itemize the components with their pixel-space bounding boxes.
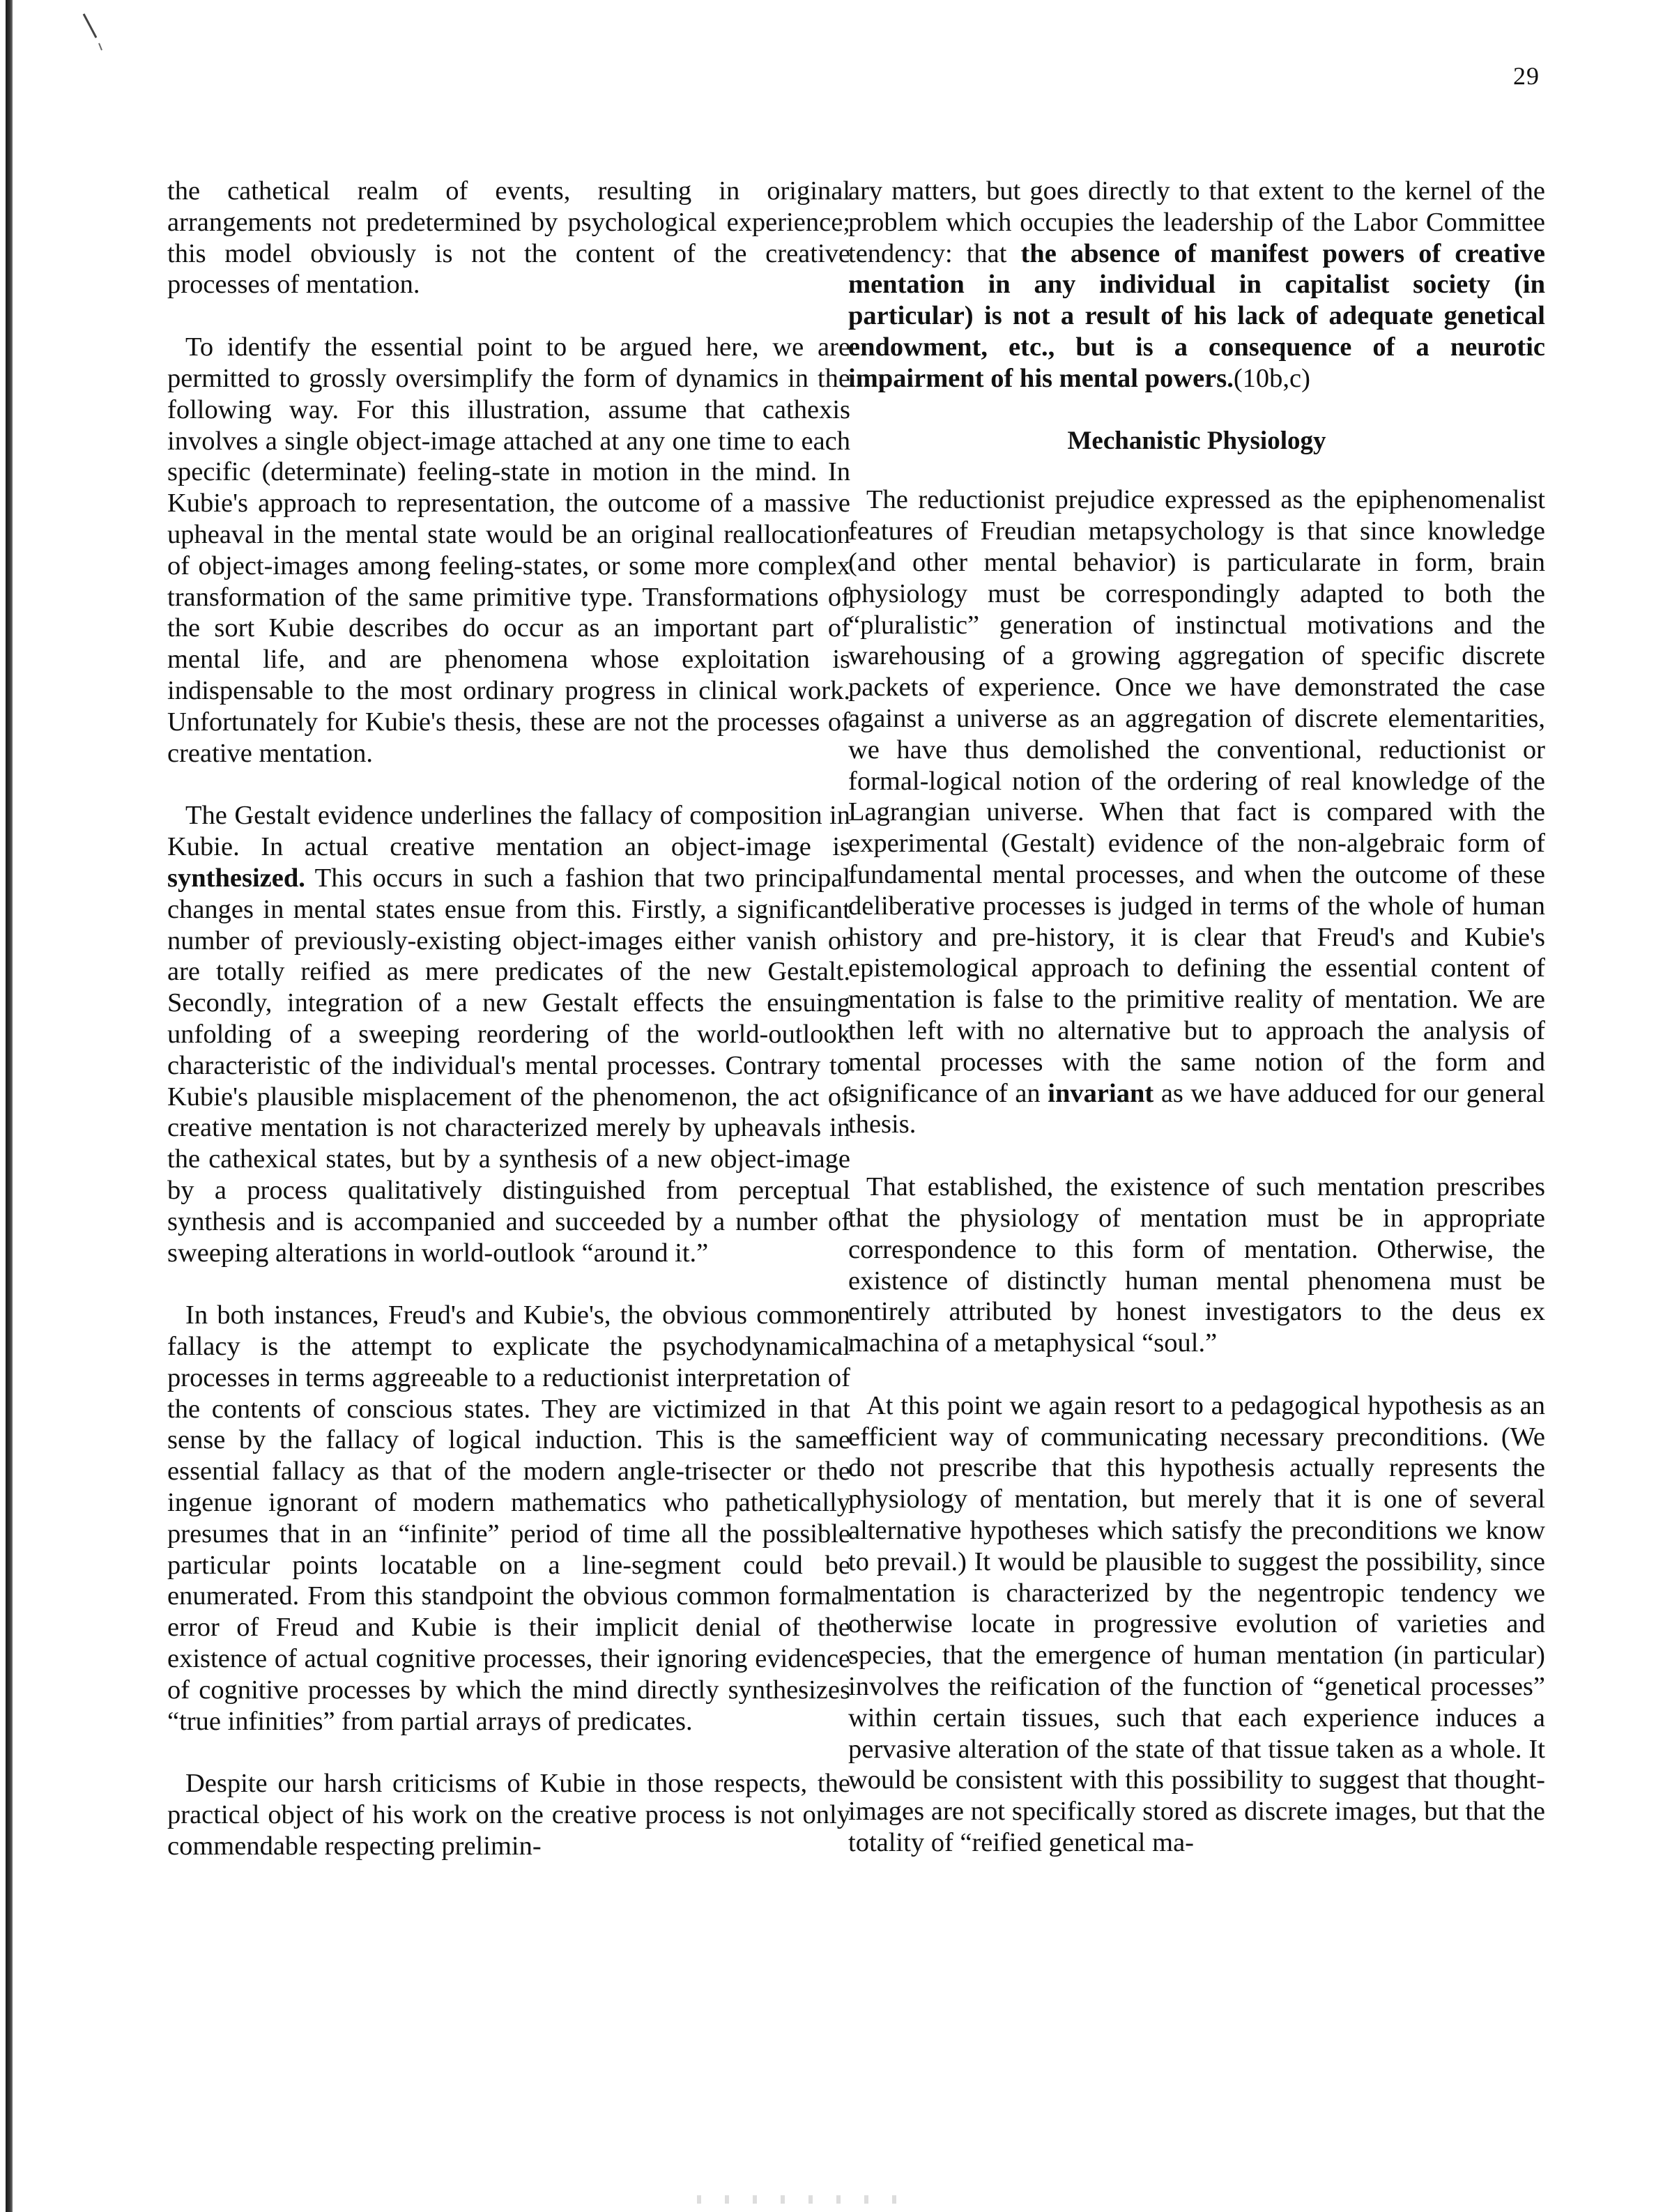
page-number: 29 (1513, 62, 1540, 90)
paragraph: To identify the essential point to be argued here, we are permitted to grossly oversimplify the form of dynamics in the following way. For this illustration, assume that cathexis involves a single object-image attached at any one time to each specific (determinate) feeling-state in motion in the mind. In Kubie's approach to representation, the outcome of a massive upheaval in the mental state would be an original reallocation of object-images among feeling-states, or some more complex transformation of the same primitive type. Transformations of the sort Kubie describes do occur as an important part of mental life, and are phenomena whose exploitation is indispensable to the most ordinary progress in clinical work. Unfortunately for Kubie's thesis, these are not the processes of creative mentation. (167, 332, 850, 768)
scan-smudge (697, 2195, 906, 2204)
text-run: The Gestalt evidence underlines the fallacy of composition in Kubie. In actual creative mentation an object-image is (167, 801, 850, 862)
text-run: as we have adduced for our general thesis. (848, 1078, 1545, 1139)
paragraph: In both instances, Freud's and Kubie's, the obvious common fallacy is the attempt to explicate the psychodynamical processes in terms aggreeable to a reductionist interpretation of the contents of conscious states. They are victimized in that sense by the fallacy of logical induction. This is the same essential fallacy as that of the modern angle-trisecter or the ingenue ignorant of modern mathematics who pathetically presumes that in an “infinite” period of time all the possible particular points locatable on a line-segment could be enumerated. From this standpoint the obvious common formal error of Freud and Kubie is their implicit denial of the existence of actual cognitive processes, their ignoring evidence of cognitive processes by which the mind directly synthesizes “true infinities” from partial arrays of predicates. (167, 1300, 850, 1736)
citation: (10b,c) (1233, 363, 1310, 393)
text-run: This occurs in such a fashion that two principal changes in mental states ensue from this. Firstly, a significant number of previously-existing object-images either vanish or are totally reified as mere predicates of the new Gestalt. Secondly, integration of a new Gestalt effects the ensuing unfolding of a sweeping reordering of the world-outlook characteristic of the individual's mental processes. Contrary to Kubie's plausible misplacement of the phenomenon, the act of creative mentation is not characterized merely by upheavals in the cathexical states, but by a synthesis of a new object-image by a process qualitatively distinguished from perceptual synthesis and is accompanied and succeeded by a number of sweeping alterations in world-outlook “around it.” (167, 863, 850, 1268)
paragraph (167, 800, 850, 1268)
paragraph: At this point we again resort to a pedagogical hypothesis as an efficient way of communicating necessary preconditions. (We do not prescribe that this hypothesis actually represents the physiology of mentation, but merely that it is one of several alternative hypotheses which satisfy the preconditions we know to prevail.) It would be plausible to suggest the possibility, since mentation is characterized by the negentropic tendency we otherwise locate in progressive evolution of varieties and species, that the emergence of human mentation (in particular) involves the reification of the function of “genetical processes” within certain tissues, such that each experience induces a pervasive alteration of the state of that tissue taken as a whole. It would be consistent with this possibility to suggest that thought-images are not specifically stored as discrete images, but that the totality of “reified genetical ma- (848, 1390, 1545, 1858)
text-run: The reductionist prejudice expressed as the epiphenomenalist features of Freudian metapsychology is that since knowledge (and other mental behavior) is particularate in form, brain physiology must be correspondingly adapted to both the “pluralistic” generation of instinctual motivations and the warehousing of a growing aggregation of specific discrete packets of experience. Once we have demonstrated the case against a universe as an aggregation of discrete elementarities, we have thus demolished the conventional, reductionist or formal-logical notion of the ordering of real knowledge of the Lagrangian universe. When that fact is compared with the experimental (Gestalt) evidence of the non-algebraic form of fundamental mental processes, and when the outcome of these deliberative processes is judged in terms of the whole of human history and pre-history, it is clear that Freud's and Kubie's epistemological approach to defining the essential content of mentation is false to the primitive reality of mentation. We are then left with no alternative but to approach the analysis of mental processes with the same notion of the form and significance of an (848, 485, 1545, 1108)
section-heading: Mechanistic Physiology (1067, 426, 1326, 455)
bold-text: invariant (1048, 1078, 1154, 1108)
paragraph (848, 176, 1545, 394)
bold-text: the absence of manifest powers of creative mentation in any individual in capitalist society (in particular) is not a result of his lack of adequate genetical endowment, etc., but is a consequence of a neurotic impairment of his mental powers. (848, 238, 1545, 393)
bold-text: synthesized. (167, 863, 305, 893)
paragraph (848, 484, 1545, 1140)
left-column (167, 176, 850, 1894)
paragraph: the cathetical realm of events, resulting in original arrangements not predetermined by psychological experience; this model obviously is not the content of the creative processes of mentation. (167, 176, 850, 300)
right-column (848, 176, 1545, 1890)
paragraph: Despite our harsh criticisms of Kubie in those respects, the practical object of his work on the creative process is not only commendable respecting prelimin- (167, 1769, 850, 1861)
scan-binding-edge (6, 0, 13, 2212)
scan-mark (42, 7, 125, 63)
text-run: ary matters, but goes directly to that extent to the kernel of the problem which occupies the leadership of the Labor Committee tendency: that (848, 176, 1545, 268)
paragraph: That established, the existence of such mentation prescribes that the physiology of mentation must be in appropriate correspondence to this form of mentation. Otherwise, the existence of distinctly human mental phenomena must be entirely attributed by honest investigators to the deus ex machina of a metaphysical “soul.” (848, 1172, 1545, 1358)
